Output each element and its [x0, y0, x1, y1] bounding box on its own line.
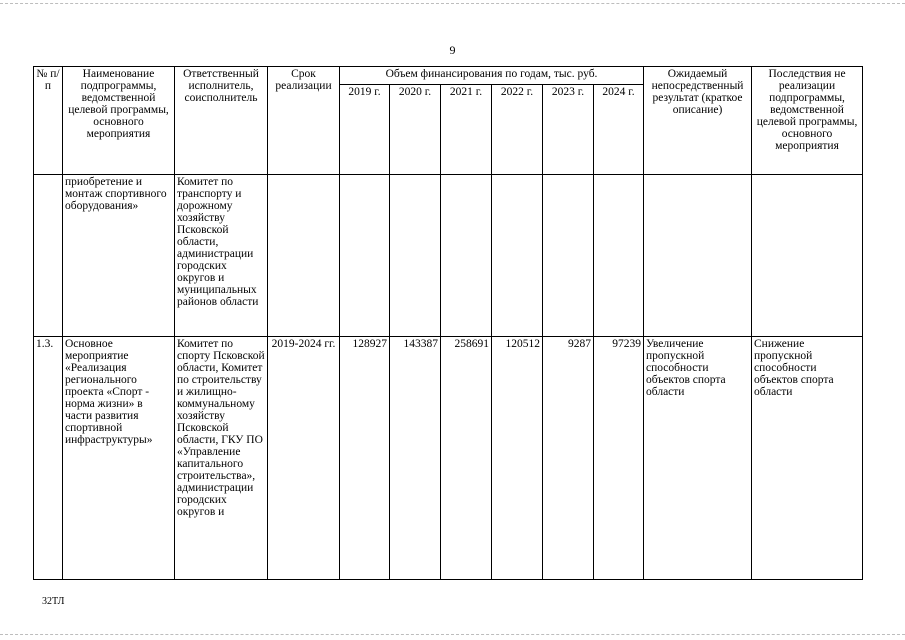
cell-term: 2019-2024 гг. [268, 337, 340, 580]
header-year: 2023 г. [543, 85, 594, 175]
header-term: Срок реализации [268, 67, 340, 175]
header-year: 2022 г. [492, 85, 543, 175]
header-year: 2020 г. [390, 85, 441, 175]
header-num: № п/п [34, 67, 63, 175]
bottom-scan-edge [0, 634, 905, 635]
cell-value: 143387 [390, 337, 441, 580]
cell-value [492, 175, 543, 337]
cell-result [644, 175, 752, 337]
cell-value [441, 175, 492, 337]
cell-value: 128927 [340, 337, 390, 580]
header-year: 2021 г. [441, 85, 492, 175]
cell-consequences: Снижение пропускной способности объектов спорта области [752, 337, 863, 580]
cell-name: приобретение и монтаж спортивного оборудования» [63, 175, 175, 337]
table-row [34, 175, 863, 337]
table-row [34, 337, 863, 580]
header-name: Наименование подпрограммы, ведомственной целевой программы, основного мероприятия [63, 67, 175, 175]
cell-num: 1.3. [34, 337, 63, 580]
cell-value [543, 175, 594, 337]
cell-responsible: Комитет по транспорту и дорожному хозяйству Псковской области, администрации городских округов и муниципальных районов области [175, 175, 268, 337]
cell-name: Основное мероприятие «Реализация регионального проекта «Спорт - норма жизни» в части развития спортивной инфраструктуры» [63, 337, 175, 580]
cell-value: 97239 [594, 337, 644, 580]
cell-value: 9287 [543, 337, 594, 580]
cell-value: 120512 [492, 337, 543, 580]
cell-value [594, 175, 644, 337]
cell-value: 258691 [441, 337, 492, 580]
footer-code: 32ТЛ [42, 596, 65, 607]
program-table [33, 66, 863, 580]
header-consequences: Последствия не реализации подпрограммы, ведомственной целевой программы, основного мероприятия [752, 67, 863, 175]
cell-value [390, 175, 441, 337]
top-scan-edge [0, 3, 905, 4]
header-year: 2024 г. [594, 85, 644, 175]
header-funding: Объем финансирования по годам, тыс. руб. [340, 67, 644, 85]
page-number: 9 [449, 43, 456, 57]
header-responsible: Ответственный исполнитель, соисполнитель [175, 67, 268, 175]
cell-result: Увеличение пропускной способности объектов спорта области [644, 337, 752, 580]
cell-consequences [752, 175, 863, 337]
header-year: 2019 г. [340, 85, 390, 175]
cell-num [34, 175, 63, 337]
header-result: Ожидаемый непосредственный результат (краткое описание) [644, 67, 752, 175]
cell-value [340, 175, 390, 337]
cell-term [268, 175, 340, 337]
cell-responsible: Комитет по спорту Псковской области, Комитет по строительству и жилищно-коммунальному хозяйству Псковской области, ГКУ ПО «Управление капитального строительства», администрации городских округов и [175, 337, 268, 580]
